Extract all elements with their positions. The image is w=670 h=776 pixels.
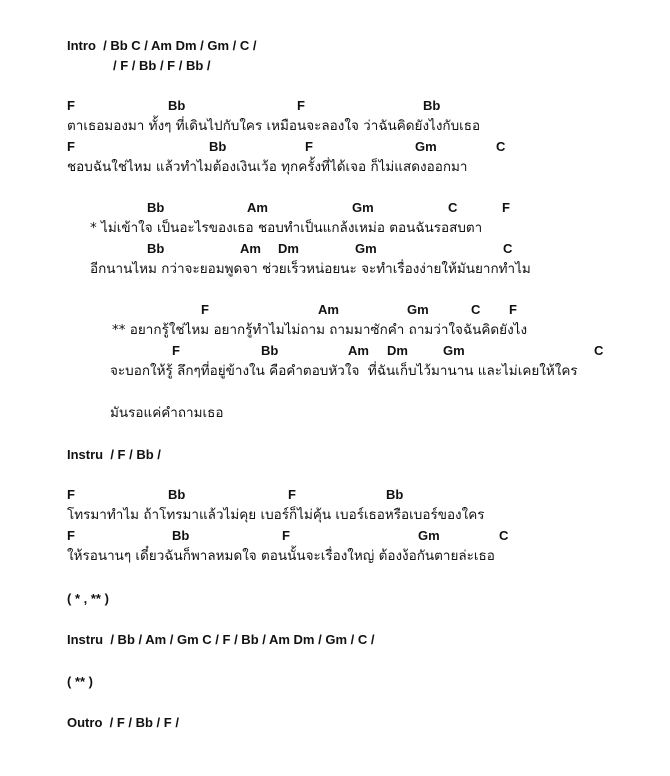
chord: Bb — [147, 200, 165, 215]
chord: Bb — [147, 241, 165, 256]
lyric-line: ชอบฉันใช่ไหม แล้วทำไมต้องเงินเว้อ ทุกครั้งที่ได้เจอ ก็ไม่แสดงออกมา — [67, 159, 468, 175]
lyric-line: มันรอแค่คำถามเธอ — [110, 405, 224, 421]
intro-line-2: / F / Bb / F / Bb / — [113, 58, 211, 73]
repeat-marker: ( * , ** ) — [67, 591, 109, 606]
chord: C — [471, 302, 481, 317]
chord: Bb — [168, 487, 186, 502]
chord: C — [448, 200, 458, 215]
chord: C — [503, 241, 513, 256]
chord: Gm — [355, 241, 377, 256]
chord: F — [67, 487, 75, 502]
chord: F — [172, 343, 180, 358]
chord: Am — [318, 302, 339, 317]
chord: Bb — [209, 139, 227, 154]
instrumental-line: Instru / F / Bb / — [67, 447, 161, 462]
intro-line-1: Intro / Bb C / Am Dm / Gm / C / — [67, 38, 257, 53]
chord: Gm — [352, 200, 374, 215]
instrumental-line: Instru / Bb / Am / Gm C / F / Bb / Am Dm / Gm / C / — [67, 632, 375, 647]
chord: F — [67, 139, 75, 154]
chord: Am — [348, 343, 369, 358]
lyric-line: ตาเธอมองมา ทั้งๆ ที่เดินไปกับใคร เหมือนจะลองใจ ว่าฉันคิดยังไงกับเธอ — [67, 118, 481, 134]
repeat-marker: ( ** ) — [67, 674, 93, 689]
lyric-line: ** อยากรู้ใช่ไหม อยากรู้ทำไมไม่ถาม ถามมาซักคำ ถามว่าใจฉันคิดยังไง — [112, 322, 528, 338]
chord: Gm — [443, 343, 465, 358]
chord: Gm — [418, 528, 440, 543]
chord: Am — [247, 200, 268, 215]
chord: F — [502, 200, 510, 215]
chord: Bb — [423, 98, 441, 113]
chord: Am — [240, 241, 261, 256]
lyric-line: โทรมาทำไม ถ้าโทรมาแล้วไม่คุย เบอร์ก็ไม่คุ้น เบอร์เธอหรือเบอร์ของใคร — [67, 507, 485, 523]
chord: F — [288, 487, 296, 502]
chord: C — [594, 343, 604, 358]
chord: Dm — [278, 241, 299, 256]
chord: F — [67, 98, 75, 113]
chord: F — [201, 302, 209, 317]
chord: F — [509, 302, 517, 317]
chord: Gm — [415, 139, 437, 154]
chord: Bb — [168, 98, 186, 113]
chord: C — [499, 528, 509, 543]
lyric-line: ให้รอนานๆ เดี๋ยวฉันก็พาลหมดใจ ตอนนั้นจะเรื่องใหญ่ ต้องง้อกันตายล่ะเธอ — [67, 548, 495, 564]
chord: Bb — [261, 343, 279, 358]
outro-line: Outro / F / Bb / F / — [67, 715, 179, 730]
lyric-line: จะบอกให้รู้ ลึกๆที่อยู่ข้างใน คือคำตอบหัวใจ ที่ฉันเก็บไว้มานาน และไม่เคยให้ใคร — [110, 363, 578, 379]
chord: Gm — [407, 302, 429, 317]
chord: C — [496, 139, 506, 154]
chord: Bb — [172, 528, 190, 543]
lyric-line: * ไม่เข้าใจ เป็นอะไรของเธอ ชอบทำเป็นแกล้งเหม่อ ตอนฉันรอสบตา — [90, 220, 483, 236]
chord: F — [67, 528, 75, 543]
chord: Bb — [386, 487, 404, 502]
lyric-line: อีกนานไหม กว่าจะยอมพูดจา ช่วยเร็วหน่อยนะ จะทำเรื่องง่ายให้มันยากทำไม — [90, 261, 531, 277]
chord: F — [305, 139, 313, 154]
chord: F — [297, 98, 305, 113]
chord: Dm — [387, 343, 408, 358]
chord: F — [282, 528, 290, 543]
